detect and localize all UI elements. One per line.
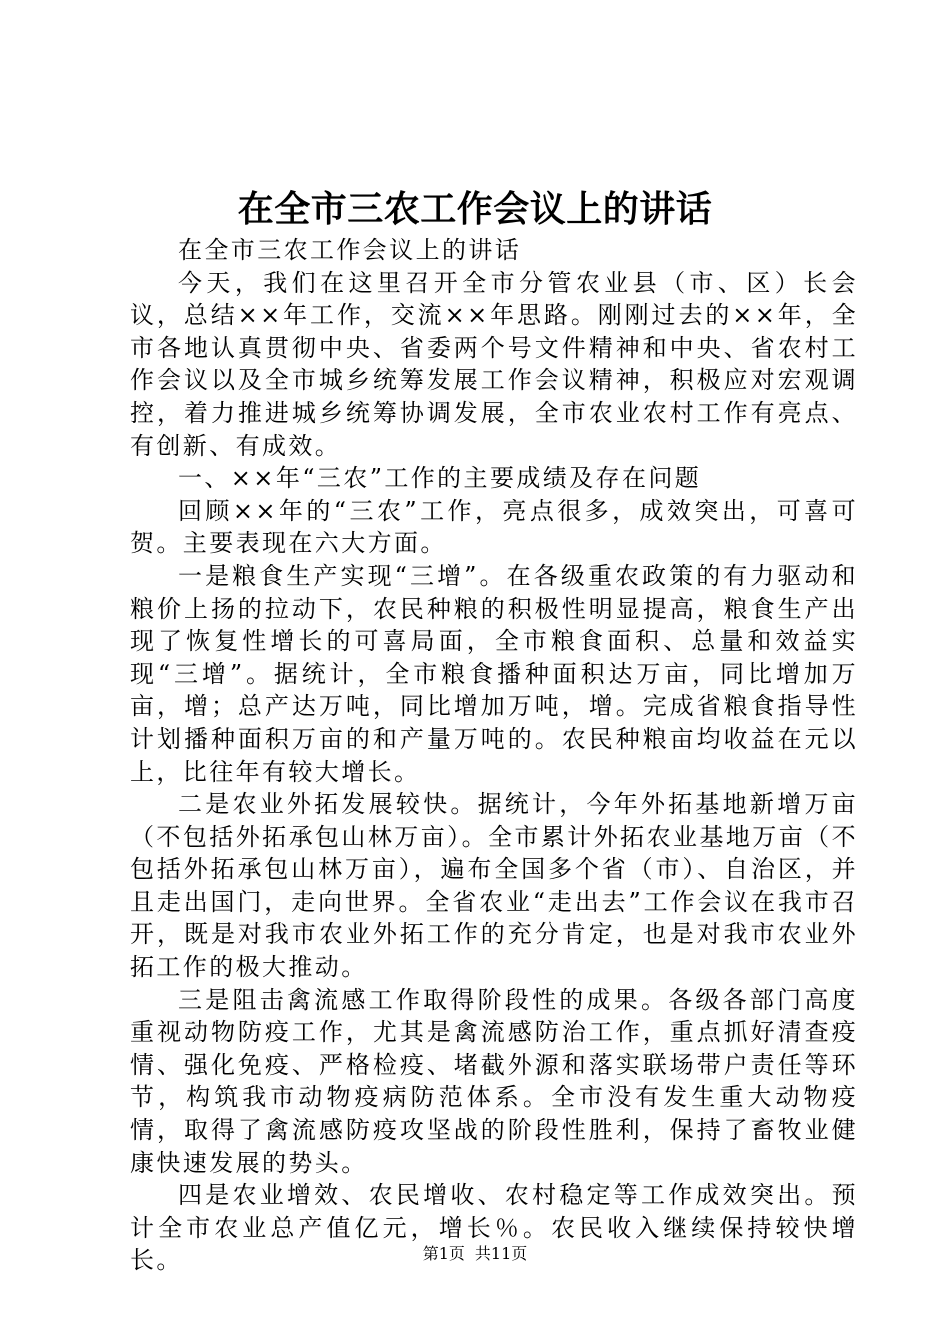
document-title: 在全市三农工作会议上的讲话 bbox=[237, 188, 713, 230]
paragraph-point-2: 二是农业外拓发展较快。据统计，今年外拓基地新增万亩（不包括外拓承包山林万亩）。全市累计外拓农业基地万亩（不包括外拓承包山林万亩），遍布全国多个省（市）、自治区，并且走出国门，走向世界。全省农业“走出去”工作会议在我市召开，既是对我市农业外拓工作的充分肯定，也是对我市农业外拓工作的极大推动。 bbox=[130, 790, 858, 982]
paragraph-intro: 今天，我们在这里召开全市分管农业县（市、区）长会议，总结××年工作，交流××年思路。刚刚过去的××年，全市各地认真贯彻中央、省委两个号文件精神和中央、省农村工作会议以及全市城乡统筹发展工作会议精神，积极应对宏观调控，着力推进城乡统筹协调发展，全市农业农村工作有亮点、有创新、有成效。 bbox=[130, 268, 858, 460]
paragraph-point-4: 四是农业增效、农民增收、农村稳定等工作成效突出。预计全市农业总产值亿元，增长％。农民收入继续保持较快增长。 bbox=[130, 1181, 858, 1275]
page-footer bbox=[0, 1243, 950, 1265]
document-body bbox=[130, 234, 858, 1277]
paragraph-point-1: 一是粮食生产实现“三增”。在各级重农政策的有力驱动和粮价上扬的拉动下，农民种粮的积极性明显提高，粮食生产出现了恢复性增长的可喜局面，全市粮食面积、总量和效益实现“三增”。据统计，全市粮食播种面积达万亩，同比增加万亩，增；总产达万吨，同比增加万吨，增。完成省粮食指导性计划播种面积万亩的和产量万吨的。农民种粮亩均收益在元以上，比往年有较大增长。 bbox=[130, 561, 858, 786]
page-number: 第1页 bbox=[422, 1244, 465, 1263]
page-total: 共11页 bbox=[474, 1244, 528, 1263]
paragraph-point-3: 三是阻击禽流感工作取得阶段性的成果。各级各部门高度重视动物防疫工作，尤其是禽流感防治工作，重点抓好清查疫情、强化免疫、严格检疫、堵截外源和落实联场带户责任等环节，构筑我市动物疫病防范体系。全市没有发生重大动物疫情，取得了禽流感防疫攻坚战的阶段性胜利，保持了畜牧业健康快速发展的势头。 bbox=[130, 985, 858, 1177]
paragraph-subtitle: 在全市三农工作会议上的讲话 bbox=[178, 236, 522, 264]
paragraph-review: 回顾××年的“三农”工作，亮点很多，成效突出，可喜可贺。主要表现在六大方面。 bbox=[130, 496, 858, 558]
section-heading: 一、××年“三农”工作的主要成绩及存在问题 bbox=[178, 464, 702, 493]
